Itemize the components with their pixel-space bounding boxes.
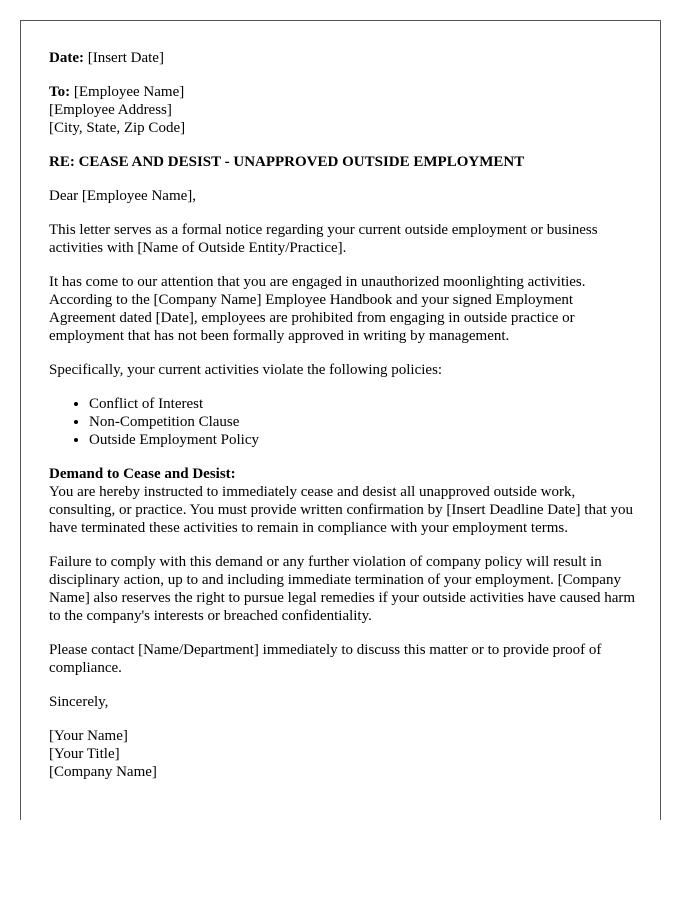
policy-item: • Non-Competition Clause <box>89 413 639 431</box>
signature-block <box>49 727 639 781</box>
letter-page <box>20 20 661 820</box>
signature-company: [Company Name] <box>49 764 157 780</box>
recipient-label: To: <box>49 84 71 100</box>
demand-heading: Demand to Cease and Desist: <box>49 466 236 482</box>
recipient-address: [Employee Address] <box>49 102 172 118</box>
letter-body <box>49 49 639 797</box>
specifically-paragraph: Specifically, your current activities violate the following policies: <box>49 362 443 378</box>
policy-item: • Outside Employment Policy <box>89 431 639 449</box>
signature-title: [Your Title] <box>49 746 120 762</box>
recipient-name: [Employee Name] <box>70 84 185 100</box>
policy-list <box>49 395 639 449</box>
recipient-city: [City, State, Zip Code] <box>49 120 186 136</box>
signature-name: [Your Name] <box>49 728 128 744</box>
recipient-name-line <box>49 83 639 101</box>
closing: Sincerely, <box>49 694 109 710</box>
demand-section <box>49 465 639 537</box>
policy-item: • Conflict of Interest <box>89 395 639 413</box>
salutation: Dear [Employee Name], <box>49 188 197 204</box>
attention-paragraph: It has come to our attention that you are engaged in unauthorized moonlighting activities. According to the [Company Name] Employee Handbook and your signed Employment Agreement dated [Date], employees are prohibited from engaging in outside practice or employment that has not been formally approved in writing by management. <box>49 274 586 344</box>
subject-line: RE: CEASE AND DESIST - UNAPPROVED OUTSIDE EMPLOYMENT <box>49 154 525 170</box>
date-line <box>49 49 639 67</box>
date-value: [Insert Date] <box>83 50 164 66</box>
recipient-block <box>49 83 639 137</box>
demand-text: You are hereby instructed to immediately cease and desist all unapproved outside work, consulting, or practice. You must provide written confirmation by [Insert Deadline Date] that you have terminated these activities to remain in compliance with your employment terms. <box>49 484 634 536</box>
contact-paragraph: Please contact [Name/Department] immediately to discuss this matter or to provide proof of compliance. <box>49 642 602 676</box>
notice-paragraph: This letter serves as a formal notice regarding your current outside employment or business activities with [Name of Outside Entity/Practice]. <box>49 222 598 256</box>
failure-paragraph: Failure to comply with this demand or any further violation of company policy will result in disciplinary action, up to and including immediate termination of your employment. [Company Name] also reserves the right to pursue legal remedies if your outside activities have caused harm to the company's interests or breached confidentiality. <box>49 554 636 624</box>
date-label: Date: <box>49 50 84 66</box>
